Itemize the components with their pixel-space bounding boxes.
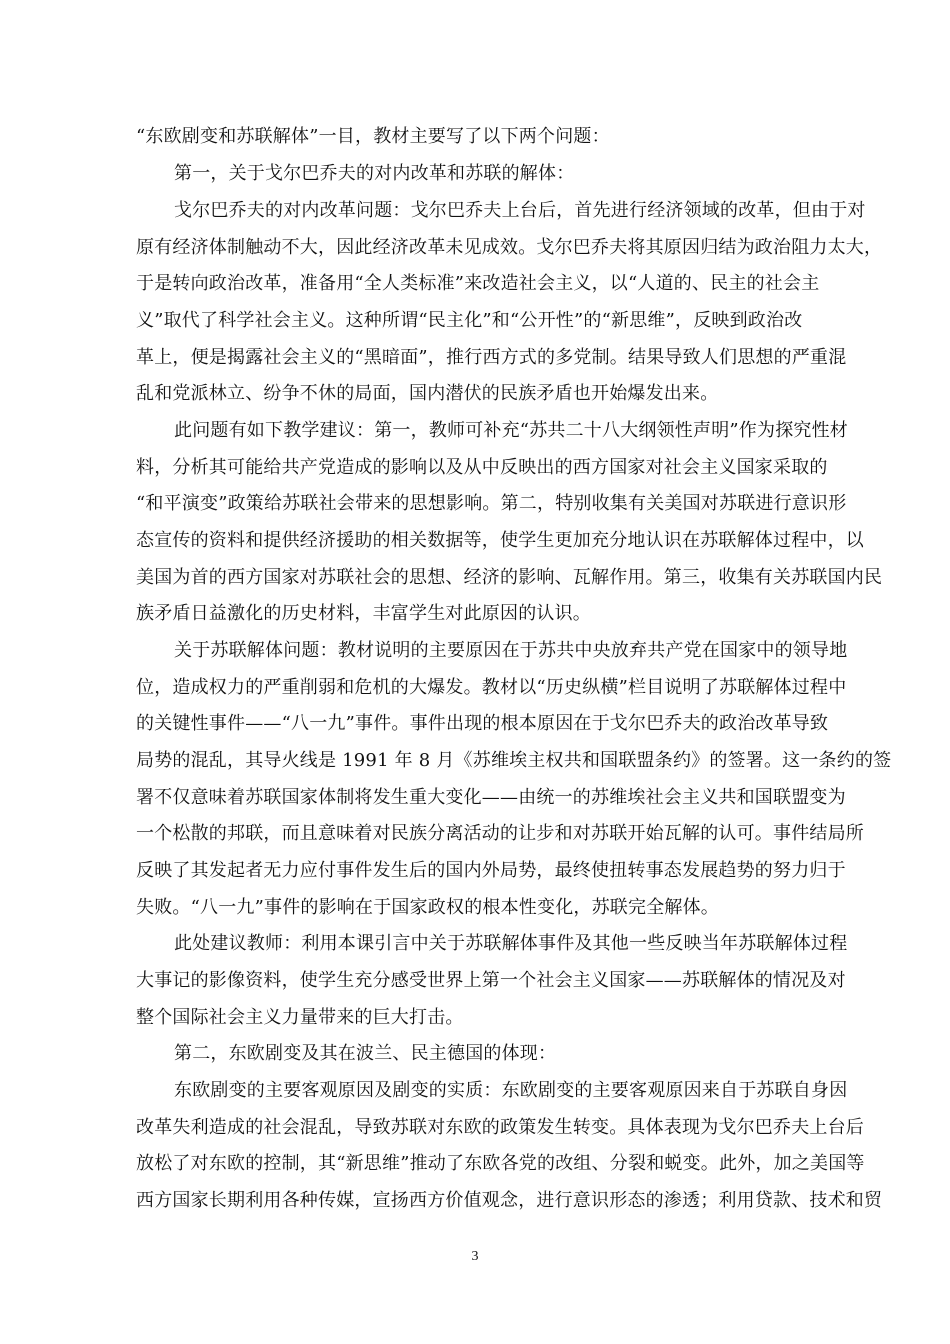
page-number: 3 bbox=[471, 1249, 479, 1264]
text-line: 署不仅意味着苏联国家体制将发生重大变化——由统一的苏维埃社会主义共和国联盟变为 bbox=[136, 787, 846, 808]
text-line: 西方国家长期利用各种传媒，宣扬西方价值观念，进行意识形态的渗透；利用贷款、技术和贸 bbox=[136, 1190, 883, 1211]
text-line: 整个国际社会主义力量带来的巨大打击。 bbox=[136, 1007, 464, 1028]
text-line: 关于苏联解体问题：教材说明的主要原因在于苏共中央放弃共产党在国家中的领导地 bbox=[174, 640, 848, 661]
text-line: 革上，便是揭露社会主义的“黑暗面”，推行西方式的多党制。结果导致人们思想的严重混 bbox=[136, 347, 847, 368]
text-line: 美国为首的西方国家对苏联社会的思想、经济的影响、瓦解作用。第三，收集有关苏联国内民 bbox=[136, 567, 883, 588]
text-line: 义”取代了科学社会主义。这种所谓“民主化”和“公开性”的“新思维”，反映到政治改 bbox=[136, 310, 803, 331]
text-line: 第一，关于戈尔巴乔夫的对内改革和苏联的解体： bbox=[174, 163, 575, 184]
text-line: 此问题有如下教学建议：第一，教师可补充“苏共二十八大纲领性声明”作为探究性材 bbox=[174, 420, 849, 441]
text-line: 局势的混乱，其导火线是 1991 年 8 月《苏维埃主权共和国联盟条约》的签署。这一条约的签 bbox=[136, 750, 892, 771]
text-line: 大事记的影像资料，使学生充分感受世界上第一个社会主义国家——苏联解体的情况及对 bbox=[136, 970, 846, 991]
text-line: 乱和党派林立、纷争不休的局面，国内潜伏的民族矛盾也开始爆发出来。 bbox=[136, 383, 719, 404]
text-line: 态宣传的资料和提供经济援助的相关数据等，使学生更加充分地认识在苏联解体过程中，以 bbox=[136, 530, 864, 551]
text-line: “东欧剧变和苏联解体”一目，教材主要写了以下两个问题： bbox=[136, 126, 610, 147]
text-line: 失败。“八一九”事件的影响在于国家政权的根本性变化，苏联完全解体。 bbox=[136, 897, 720, 918]
text-line: 改革失利造成的社会混乱，导致苏联对东欧的政策发生转变。具体表现为戈尔巴乔夫上台后 bbox=[136, 1117, 864, 1138]
text-line: 料，分析其可能给共产党造成的影响以及从中反映出的西方国家对社会主义国家采取的 bbox=[136, 457, 828, 478]
text-line: 东欧剧变的主要客观原因及剧变的实质：东欧剧变的主要客观原因来自于苏联自身因 bbox=[174, 1080, 848, 1101]
text-line: 族矛盾日益激化的历史材料，丰富学生对此原因的认识。 bbox=[136, 603, 591, 624]
text-line: “和平演变”政策给苏联社会带来的思想影响。第二，特别收集有关美国对苏联进行意识形 bbox=[136, 493, 847, 514]
text-line: 第二，东欧剧变及其在波兰、民主德国的体现： bbox=[174, 1043, 557, 1064]
text-line: 的关键性事件——“八一九”事件。事件出现的根本原因在于戈尔巴乔夫的政治改革导致 bbox=[136, 713, 829, 734]
text-line: 戈尔巴乔夫的对内改革问题：戈尔巴乔夫上台后，首先进行经济领域的改革，但由于对 bbox=[174, 200, 866, 221]
text-line: 反映了其发起者无力应付事件发生后的国内外局势，最终使扭转事态发展趋势的努力归于 bbox=[136, 860, 846, 881]
text-line: 一个松散的邦联，而且意味着对民族分离活动的让步和对苏联开始瓦解的认可。事件结局所 bbox=[136, 823, 864, 844]
text-line: 于是转向政治改革，准备用“全人类标准”来改造社会主义，以“人道的、民主的社会主 bbox=[136, 273, 820, 294]
text-line: 位，造成权力的严重削弱和危机的大爆发。教材以“历史纵横”栏目说明了苏联解体过程中 bbox=[136, 677, 847, 698]
text-line: 原有经济体制触动不大，因此经济改革未见成效。戈尔巴乔夫将其原因归结为政治阻力太大， bbox=[136, 237, 883, 258]
text-line: 放松了对东欧的控制，其“新思维”推动了东欧各党的改组、分裂和蜕变。此外，加之美国等 bbox=[136, 1153, 865, 1174]
text-line: 此处建议教师：利用本课引言中关于苏联解体事件及其他一些反映当年苏联解体过程 bbox=[174, 933, 848, 954]
